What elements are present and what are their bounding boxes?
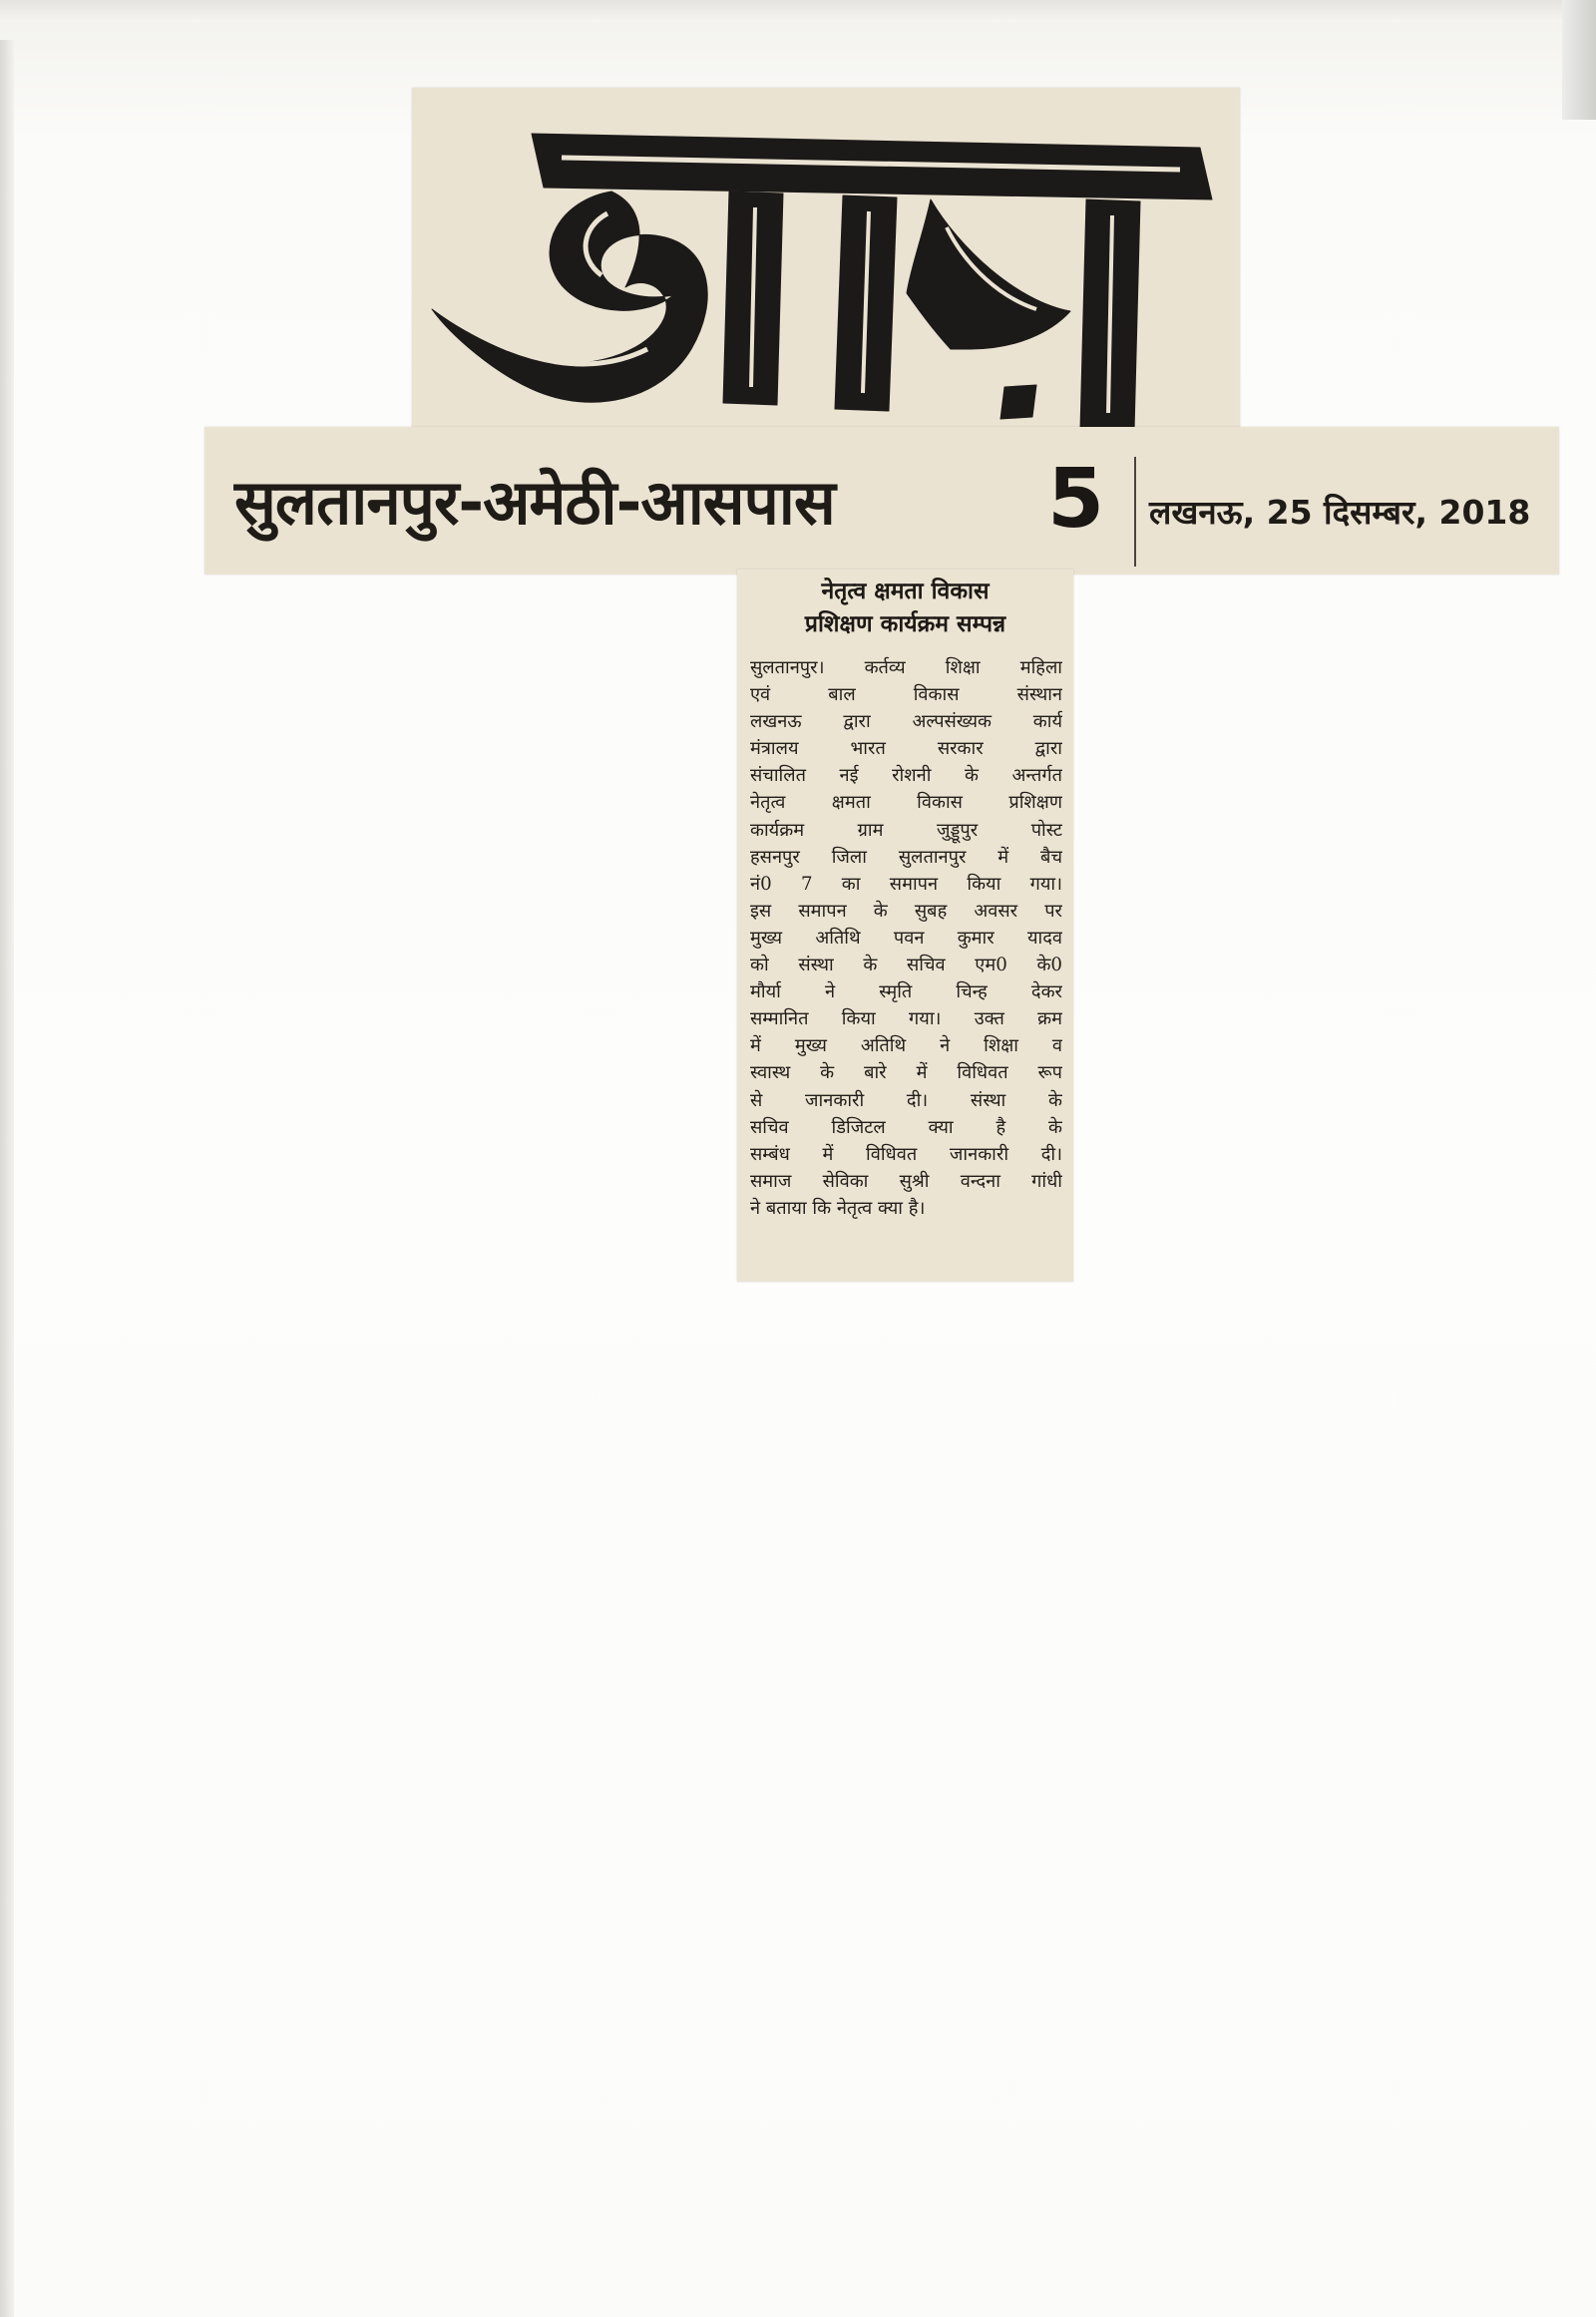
page-number: 5 — [1047, 452, 1105, 547]
sheet-top-shadow — [0, 0, 1596, 22]
body-line: सम्मानित किया गया। उक्त क्रम — [750, 1008, 1062, 1030]
body-line: नं0 7 का समापन किया गया। — [750, 873, 1062, 895]
body-line: मंत्रालय भारत सरकार द्वारा — [750, 738, 1062, 760]
body-line: नेतृत्व क्षमता विकास प्रशिक्षण — [750, 792, 1062, 814]
body-line: कार्यक्रम ग्राम जुड्डूपुर पोस्ट — [750, 819, 1062, 841]
body-line: इस समापन के सुबह अवसर पर — [750, 900, 1062, 922]
body-line: में मुख्य अतिथि ने शिक्षा व — [750, 1035, 1062, 1057]
body-line: सम्बंध में विधिवत जानकारी दी। — [750, 1143, 1062, 1165]
body-line: हसनपुर जिला सुलतानपुर में बैच — [750, 846, 1062, 868]
sheet-right-edge — [1562, 0, 1596, 120]
headline-line-2: प्रशिक्षण कार्यक्रम सम्पन्न — [804, 611, 1006, 637]
body-line: लखनऊ द्वारा अल्पसंख्यक कार्य — [750, 711, 1062, 733]
body-line: ने बताया कि नेतृत्व क्या है। — [750, 1197, 926, 1219]
article-body — [750, 654, 1062, 1222]
body-line: स्वास्थ के बारे में विधिवत रूप — [750, 1062, 1062, 1084]
dateline: लखनऊ, 25 दिसम्बर, 2018 — [1149, 493, 1531, 532]
masthead-clipping — [412, 88, 1240, 459]
body-line: मौर्या ने स्मृति चिन्ह देकर — [750, 981, 1062, 1003]
section-title: सुलतानपुर-अमेठी-आसपास — [234, 466, 835, 539]
sheet-left-edge — [0, 40, 14, 2317]
body-line: एवं बाल विकास संस्थान — [750, 684, 1062, 706]
headline-line-1: नेतृत्व क्षमता विकास — [821, 579, 990, 604]
band-divider — [1134, 457, 1136, 567]
article-headline — [747, 576, 1063, 641]
body-line: सुलतानपुर। कर्तव्य शिक्षा महिला — [750, 657, 1062, 678]
body-line: मुख्य अतिथि पवन कुमार यादव — [750, 927, 1062, 949]
body-line: सचिव डिजिटल क्या है के — [750, 1116, 1062, 1138]
body-line: संचालित नई रोशनी के अन्तर्गत — [750, 765, 1062, 787]
section-band — [204, 427, 1559, 575]
newspaper-logo — [412, 88, 1240, 459]
body-line: समाज सेविका सुश्री वन्दना गांधी — [750, 1170, 1062, 1192]
article-clipping — [737, 570, 1073, 1282]
body-line: को संस्था के सचिव एम0 के0 — [750, 955, 1062, 976]
body-line: से जानकारी दी। संस्था के — [750, 1089, 1062, 1111]
